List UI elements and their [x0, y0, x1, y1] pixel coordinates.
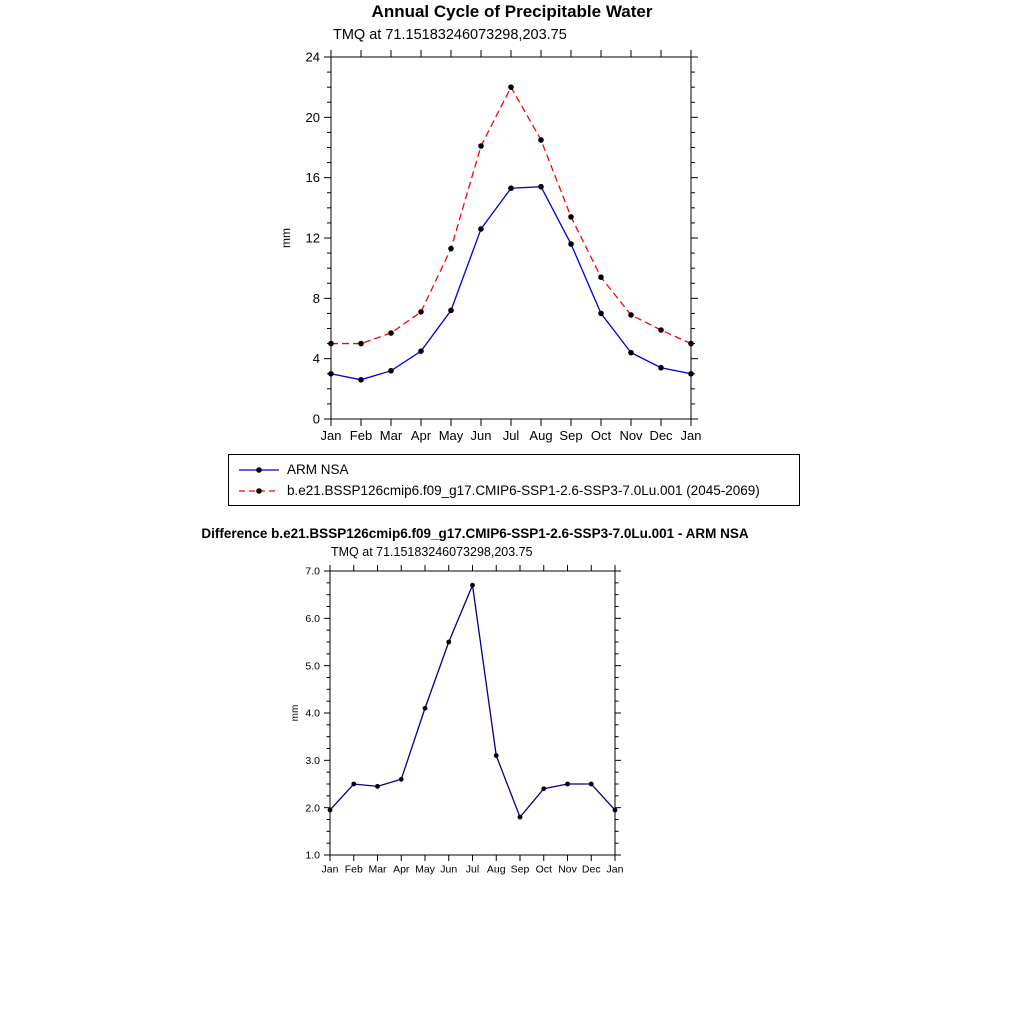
data-point-marker	[418, 348, 424, 354]
data-point-marker	[358, 341, 364, 347]
y-tick-label: 24	[305, 49, 320, 65]
y-tick-label: 2.0	[305, 802, 320, 815]
data-point-marker	[508, 185, 514, 191]
data-point-marker	[446, 640, 451, 645]
data-point-marker	[388, 330, 394, 336]
data-point-marker	[568, 214, 574, 220]
data-point-marker	[448, 308, 454, 314]
data-point-marker	[478, 143, 484, 149]
data-point-marker	[538, 137, 544, 143]
x-tick-label: Jun	[440, 863, 458, 876]
legend-item-arm-nsa	[237, 459, 791, 480]
x-tick-label: Nov	[558, 863, 577, 876]
series-line	[331, 87, 691, 343]
x-tick-label: Jan	[320, 428, 342, 443]
difference-chart-subtitle: TMQ at 71.15183246073298,203.75	[331, 545, 533, 559]
x-tick-label: Oct	[535, 863, 552, 876]
difference-plot	[240, 560, 700, 890]
x-tick-label: Jan	[680, 428, 702, 443]
x-tick-label: Oct	[590, 428, 612, 443]
x-tick-label: Dec	[649, 428, 673, 443]
legend-label: ARM NSA	[287, 462, 349, 477]
difference-chart-title: Difference b.e21.BSSP126cmip6.f09_g17.CMIP6-SSP1-2.6-SSP3-7.0Lu.001 - ARM NSA	[201, 526, 749, 541]
x-tick-label: Jan	[606, 863, 624, 876]
y-tick-label: 8	[312, 290, 320, 306]
annual-cycle-plot	[240, 46, 800, 456]
x-tick-label: Sep	[559, 428, 583, 443]
data-point-marker	[541, 786, 546, 791]
y-tick-label: 0	[312, 411, 320, 427]
data-point-marker	[418, 309, 424, 315]
y-axis-label: mm	[279, 228, 293, 248]
legend-item-model-run	[237, 480, 791, 501]
x-tick-label: Aug	[486, 863, 506, 876]
y-tick-label: 20	[305, 109, 320, 125]
data-point-marker	[358, 377, 364, 383]
data-point-marker	[508, 84, 514, 90]
data-point-marker	[568, 241, 574, 247]
plot-frame	[331, 57, 691, 419]
y-axis-label: mm	[290, 704, 301, 722]
y-tick-label: 5.0	[305, 660, 320, 673]
y-tick-label: 3.0	[305, 755, 320, 768]
series-line	[331, 187, 691, 380]
x-tick-label: Jul	[502, 428, 520, 443]
data-point-marker	[688, 371, 694, 377]
y-tick-label: 4.0	[305, 707, 320, 720]
chart-subtitle: TMQ at 71.15183246073298,203.75	[333, 27, 567, 43]
data-point-marker	[518, 815, 523, 820]
data-point-marker	[351, 782, 356, 787]
y-tick-label: 4	[312, 351, 320, 367]
data-point-marker	[328, 371, 334, 377]
x-tick-label: Feb	[349, 428, 373, 443]
data-point-marker	[328, 808, 333, 813]
data-point-marker	[598, 311, 604, 317]
x-tick-label: Aug	[529, 428, 553, 443]
x-tick-label: Apr	[410, 428, 432, 443]
data-point-marker	[494, 753, 499, 758]
data-point-marker	[628, 350, 634, 356]
data-point-marker	[688, 341, 694, 347]
x-tick-label: Nov	[619, 428, 643, 443]
plot-frame	[330, 571, 615, 855]
data-point-marker	[565, 782, 570, 787]
x-tick-label: Dec	[581, 863, 601, 876]
data-point-marker	[478, 226, 484, 232]
y-tick-label: 16	[305, 170, 320, 186]
series-line	[330, 585, 615, 817]
y-tick-label: 12	[305, 230, 320, 246]
data-point-marker	[423, 706, 428, 711]
legend	[228, 454, 800, 506]
data-point-marker	[628, 312, 634, 318]
x-tick-label: Jun	[470, 428, 492, 443]
red-dashed-line-sample-icon	[237, 483, 281, 499]
data-point-marker	[598, 274, 604, 280]
data-point-marker	[658, 327, 664, 333]
x-tick-label: Sep	[510, 863, 530, 876]
data-point-marker	[328, 341, 334, 347]
x-tick-label: Apr	[393, 863, 410, 876]
data-point-marker	[658, 365, 664, 371]
blue-line-sample-icon	[237, 462, 281, 478]
x-tick-label: May	[415, 863, 435, 876]
data-point-marker	[470, 583, 475, 588]
x-tick-label: Mar	[379, 428, 403, 443]
x-tick-label: Jul	[465, 863, 480, 876]
x-tick-label: May	[438, 428, 464, 443]
y-tick-label: 1.0	[305, 849, 320, 862]
legend-label: b.e21.BSSP126cmip6.f09_g17.CMIP6-SSP1-2.6-SSP3-7.0Lu.001 (2045-2069)	[287, 483, 760, 498]
x-tick-label: Jan	[321, 863, 339, 876]
x-tick-label: Mar	[368, 863, 387, 876]
x-tick-label: Feb	[344, 863, 363, 876]
data-point-marker	[448, 246, 454, 252]
data-point-marker	[589, 782, 594, 787]
data-point-marker	[399, 777, 404, 782]
chart-title: Annual Cycle of Precipitable Water	[371, 2, 653, 21]
data-point-marker	[388, 368, 394, 374]
data-point-marker	[613, 808, 618, 813]
data-point-marker	[538, 184, 544, 190]
y-tick-label: 6.0	[305, 613, 320, 626]
data-point-marker	[375, 784, 380, 789]
y-tick-label: 7.0	[305, 565, 320, 578]
